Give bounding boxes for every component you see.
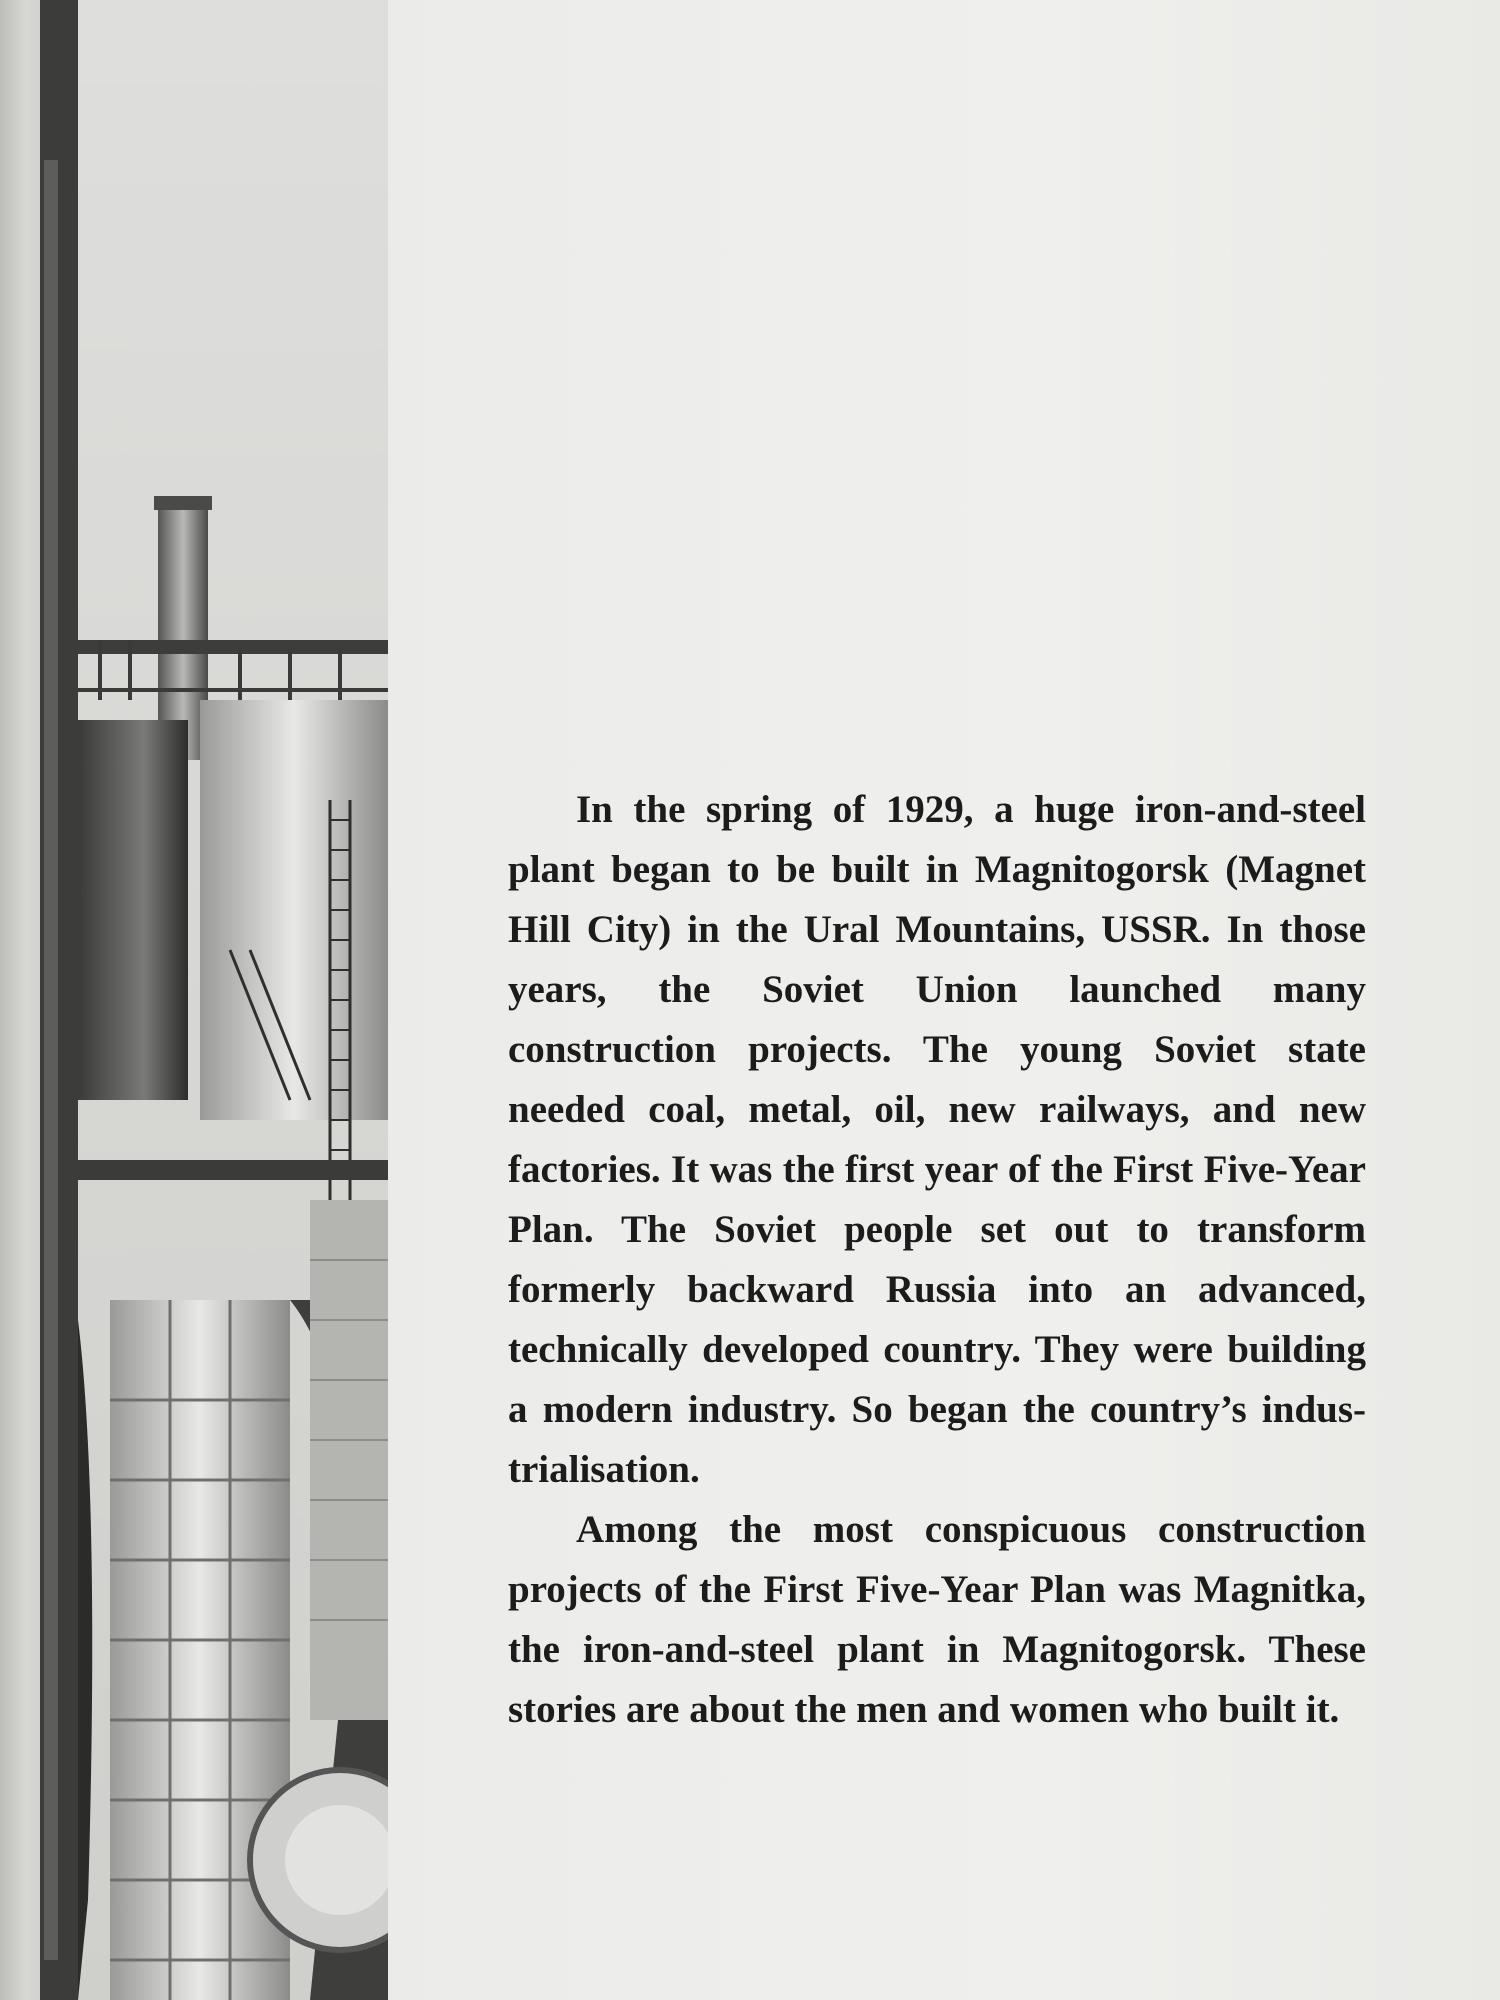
industrial-plant-photo <box>40 0 388 2000</box>
paragraph-magnitka: Among the most conspicuous construction projects of the First Five-Year Plan was Magnitka, the iron-and-steel plant in Magnitogorsk. These stories are about the men and women who built it. <box>508 1508 1366 1731</box>
plant-illustration <box>40 0 388 2000</box>
paragraph-intro: In the spring of 1929, a huge iron-and-steel plant began to be built in Magnitogorsk (Magnet Hill City) in the Ural Mountains, USSR. In those years, the Soviet Union launched many construction projects. The young Soviet state needed coal, metal, oil, new railways, and new factories. It was the first year of the First Five-Year Plan. The Soviet people set out to transform formerly backward Russia into an advanced, technically developed country. They were building a modern industry. So began the country’s industrialisation. <box>508 788 1366 1491</box>
book-gutter <box>0 0 44 2000</box>
body-text <box>508 780 1366 1740</box>
